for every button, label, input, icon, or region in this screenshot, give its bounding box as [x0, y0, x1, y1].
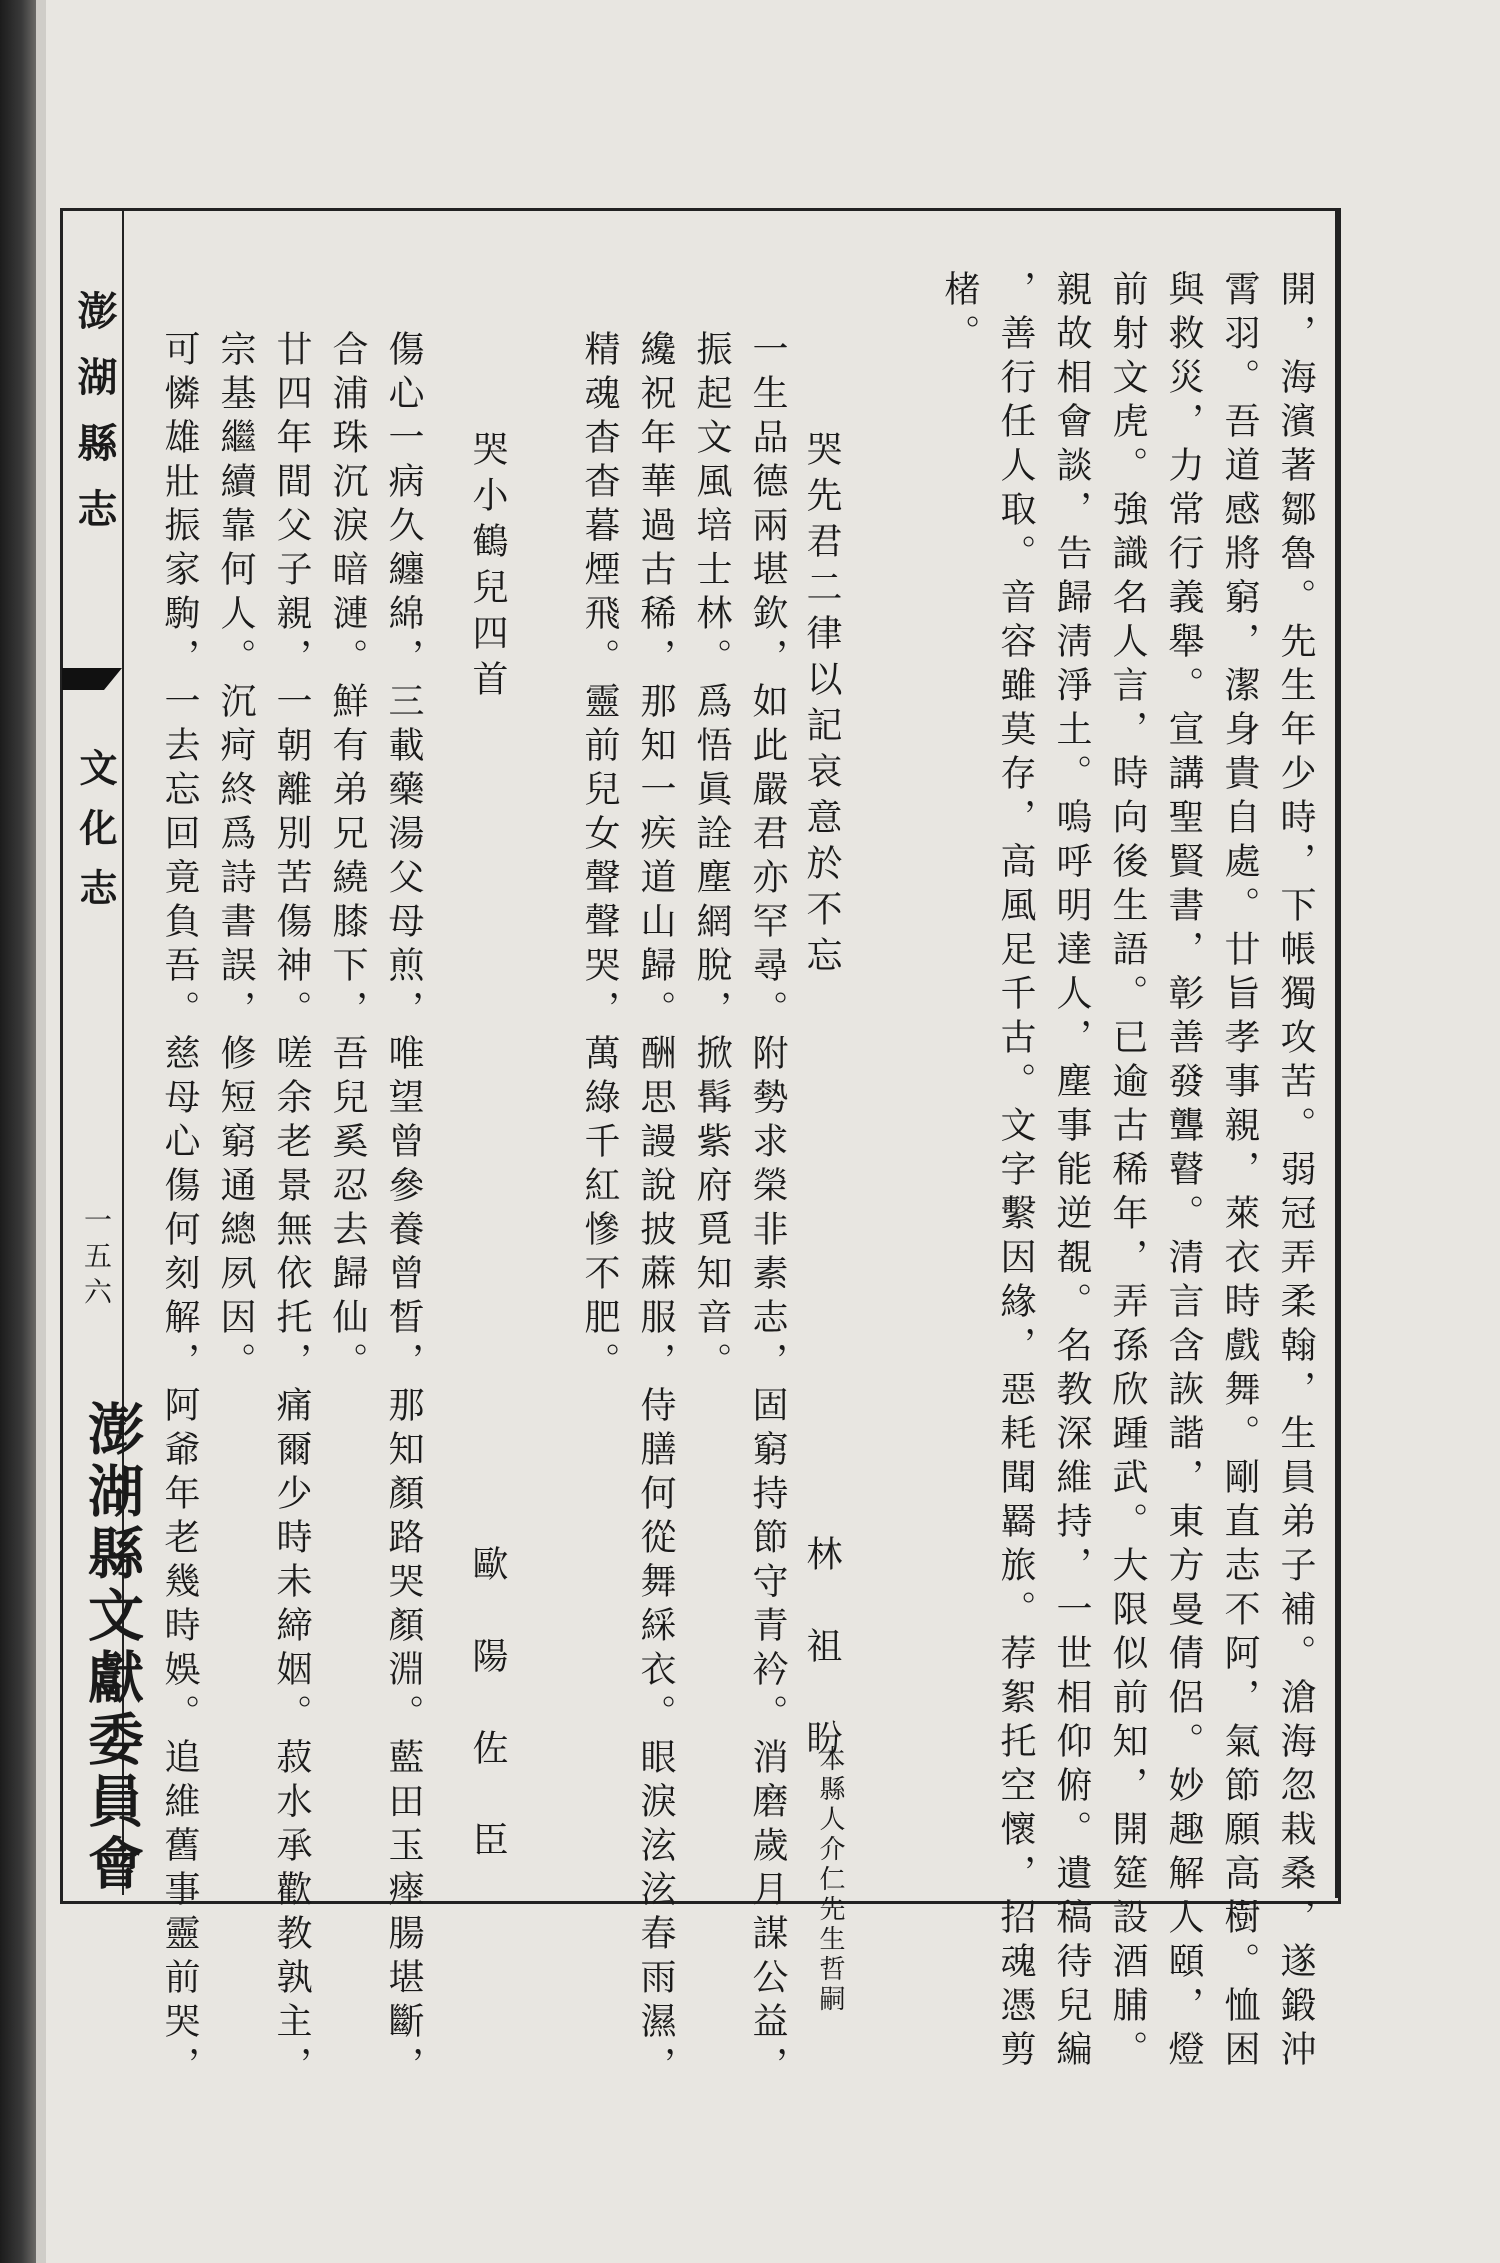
publisher-name: 澎湖縣文獻委員會: [79, 1400, 145, 1896]
poem-author: 歐 陽 佐 臣: [467, 1545, 508, 1867]
author-note: 本縣人介仁先生哲嗣: [815, 1745, 845, 2015]
text-column: ，善行任人取。音容雖莫存，高風足千古。文字繫因緣，惡耗聞羇旅。荐絮托空懷，招魂憑剪: [995, 270, 1036, 2074]
page-edge: [36, 0, 46, 2263]
poem-line: 振起文風培士林。爲悟眞詮塵網脫，掀髯紫府覓知音。: [691, 330, 732, 1386]
poem-line: 一生品德兩堪欽，如此嚴君亦罕尋。附勢求榮非素志，固窮持節守青衿。消磨歲月謀公益，: [747, 330, 788, 2090]
text-column: 與救災，力常行義舉。宣講聖賢書，彰善發聾瞽。清言含詼諧，東方曼倩侶。妙趣解人頤，燈: [1163, 270, 1204, 2074]
poem-line: 傷心一病久纏綿，三載藥湯父母煎，唯望曾參養曾晳，那知顏路哭顏淵。藍田玉瘞腸堪斷，: [383, 330, 424, 2090]
text-column: 親故相會談，告歸淸淨土。嗚呼明達人，塵事能逆覩。名教深維持，一世相仰俯。遺稿待兒編: [1051, 270, 1092, 2074]
book-spine: [0, 0, 36, 2263]
poem-title: 哭小鶴兒四首: [467, 430, 508, 706]
text-column: 開，海濱著鄒魯。先生年少時，下帳獨攻苦。弱冠弄柔翰，生員弟子補。滄海忽栽桑，遂鍛沖: [1275, 270, 1316, 2074]
frame-outer-rule: [1335, 208, 1338, 1898]
poem-author: 林 祖 盼: [801, 1535, 842, 1765]
poem-title: 哭先君二律以記哀意於不忘: [801, 430, 842, 982]
poem-line: 精魂杳杳暮煙飛。靈前兒女聲聲哭，萬綠千紅慘不肥。: [579, 330, 620, 1386]
poem-line: 合浦珠沉淚暗漣。鮮有弟兄繞膝下，吾兒奚忍去歸仙。: [327, 330, 368, 1386]
poem-line: 宗基繼續靠何人。沉疴終爲詩書誤，修短窮通總夙因。: [215, 330, 256, 1386]
text-column: 楮。: [939, 270, 980, 358]
book-title: 澎湖縣志: [71, 290, 118, 554]
poem-line: 纔祝年華過古稀，那知一疾道山歸。酬思謾說披蔴服，侍膳何從舞綵衣。眼淚泫泫春雨濕，: [635, 330, 676, 2090]
poem-line: 可憐雄壯振家駒，一去忘回竟負吾。慈母心傷何刻解，阿爺年老幾時娛。追維舊事靈前哭，: [159, 330, 200, 2090]
section-title: 文化志: [73, 748, 118, 928]
poem-line: 廿四年間父子親，一朝離別苦傷神。嗟余老景無依托，痛爾少時未締姻。菽水承歡教孰主，: [271, 330, 312, 2090]
text-column: 前射文虎。強識名人言，時向後生語。已逾古稀年，弄孫欣踵武。大限似前知，開筵設酒脯。: [1107, 270, 1148, 2074]
page-number: 一五六: [80, 1205, 113, 1313]
text-column: 霄羽。吾道感將窮，潔身貴自處。廿旨孝事親，萊衣時戲舞。剛直志不阿，氣節願高樹。恤困: [1219, 270, 1260, 2074]
